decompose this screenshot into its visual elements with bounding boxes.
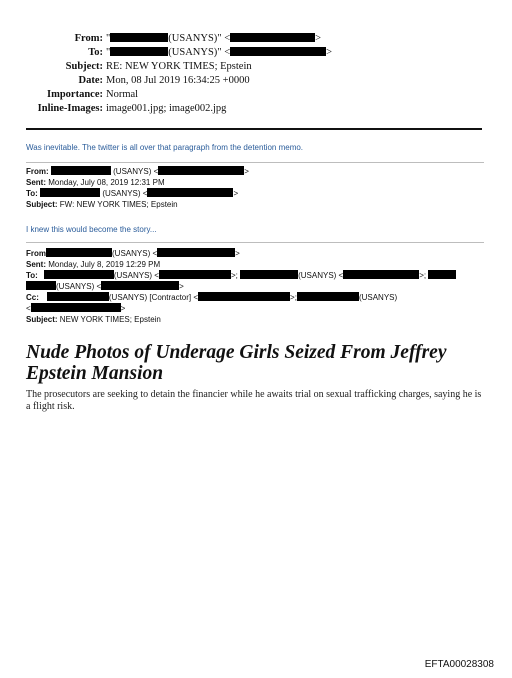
header-subject-row <box>0 60 512 74</box>
fw2-to-close: > <box>179 282 184 291</box>
fw1-subject-label: Subject: <box>26 200 58 209</box>
redaction <box>40 188 100 197</box>
redaction <box>110 47 168 56</box>
to-quote: " <box>106 47 111 58</box>
from-close: > <box>315 33 322 44</box>
header-to-row <box>0 46 512 60</box>
article-headline: Nude Photos of Underage Girls Seized From Jeffrey Epstein Mansion <box>26 342 447 384</box>
redaction <box>51 166 111 175</box>
date-value: Mon, 08 Jul 2019 16:34:25 +0000 <box>106 75 250 86</box>
inline-images-value: image001.jpg; image002.jpg <box>106 103 227 114</box>
forward-message: I knew this would become the story... <box>26 225 157 234</box>
redaction <box>198 292 290 301</box>
fw2-cc-close: > <box>120 304 126 313</box>
fw2-sent-value: Monday, July 8, 2019 12:29 PM <box>48 260 161 269</box>
fw1-from-row <box>26 166 486 177</box>
redaction <box>230 47 326 56</box>
redaction <box>159 270 231 279</box>
from-mid: (USANYS)" < <box>168 33 231 44</box>
quoted-divider <box>26 242 484 243</box>
reply-message: Was inevitable. The twitter is all over that paragraph from the detention memo. <box>26 143 304 152</box>
to-close: > <box>326 47 333 58</box>
header-importance-row <box>0 88 512 102</box>
redaction <box>343 270 419 279</box>
fw2-to-row <box>26 270 486 281</box>
email-header <box>0 32 512 116</box>
fw2-cc-mid2: (USANYS) <box>358 293 398 302</box>
fw1-to-close: > <box>233 189 239 198</box>
redaction <box>428 270 456 279</box>
fw2-to-mid1: (USANYS) < <box>113 271 159 280</box>
fw1-sent-label: Sent: <box>26 178 46 187</box>
fw1-to-mid: (USANYS) < <box>102 189 148 198</box>
document-id: EFTA00028308 <box>424 659 494 670</box>
fw2-subject-row <box>26 314 486 325</box>
fw2-cc-row-cont <box>26 303 486 314</box>
to-mid: (USANYS)" < <box>168 47 231 58</box>
fw2-subject-value: NEW YORK TIMES; Epstein <box>59 315 161 324</box>
importance-value: Normal <box>106 89 139 100</box>
header-date-row <box>0 74 512 88</box>
fw2-to-sep1: >; <box>230 271 238 280</box>
forward-header-2 <box>26 248 486 325</box>
fw2-to-mid3: (USANYS) < <box>56 282 102 291</box>
importance-label: Importance: <box>47 89 103 100</box>
fw2-sent-label: Sent: <box>26 260 46 269</box>
fw2-subject-label: Subject: <box>26 315 58 324</box>
fw2-to-mid2: (USANYS) < <box>298 271 344 280</box>
quoted-divider <box>26 162 484 163</box>
inline-images-label: Inline-Images: <box>37 103 103 114</box>
redaction <box>31 303 121 312</box>
date-label: Date: <box>78 75 103 86</box>
subject-value: RE: NEW YORK TIMES; Epstein <box>106 61 252 72</box>
fw2-to-row-cont <box>26 281 486 292</box>
fw2-cc-row <box>26 292 486 303</box>
fw2-from-close: > <box>235 249 240 258</box>
fw2-cc-label: Cc: <box>26 293 39 302</box>
redaction <box>26 281 56 290</box>
redaction <box>101 281 179 290</box>
fw1-sent-row <box>26 177 486 188</box>
header-from-row <box>0 32 512 46</box>
fw2-cc-sep: >; <box>290 293 297 302</box>
article-summary: The prosecutors are seeking to detain the financier while he awaits trial on sexual trafficking charges, saying he is a flight risk. <box>26 389 482 412</box>
from-quote: " <box>106 33 111 44</box>
redaction <box>230 33 315 42</box>
fw2-from-label: From <box>26 249 46 258</box>
header-inline-images-row <box>0 102 512 116</box>
redaction <box>158 166 244 175</box>
fw1-subject-value: FW: NEW YORK TIMES; Epstein <box>59 200 178 209</box>
fw2-to-label: To: <box>26 271 38 280</box>
fw2-cc-lt: < <box>26 304 31 313</box>
fw1-from-close: > <box>244 167 249 176</box>
redaction <box>157 248 235 257</box>
fw1-sent-value: Monday, July 08, 2019 12:31 PM <box>48 178 165 187</box>
fw1-from-label: From: <box>26 167 49 176</box>
redaction <box>47 292 109 301</box>
subject-label: Subject: <box>65 61 103 72</box>
from-label: From: <box>74 33 103 44</box>
redaction <box>110 33 168 42</box>
fw2-cc-mid1: (USANYS) [Contractor] < <box>108 293 199 302</box>
fw1-to-label: To: <box>26 189 38 198</box>
fw2-sent-row <box>26 259 486 270</box>
redaction <box>44 270 114 279</box>
fw2-to-sep2: >; <box>419 271 427 280</box>
redaction <box>297 292 359 301</box>
forward-header-1 <box>26 166 486 210</box>
fw2-from-row <box>26 248 486 259</box>
fw1-from-mid: (USANYS) < <box>113 167 159 176</box>
fw1-to-row <box>26 188 486 199</box>
to-label: To: <box>88 47 103 58</box>
redaction <box>240 270 298 279</box>
fw1-subject-row <box>26 199 486 210</box>
header-divider <box>26 128 482 130</box>
redaction <box>46 248 112 257</box>
redaction <box>147 188 233 197</box>
fw2-from-mid: (USANYS) < <box>112 249 158 258</box>
